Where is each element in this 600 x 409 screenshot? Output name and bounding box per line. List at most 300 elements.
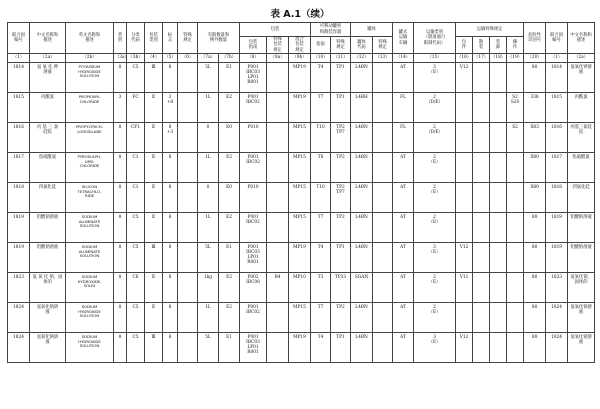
cell-class-code: C6 <box>127 273 145 303</box>
cell-un-no: 1817 <box>8 153 30 183</box>
cell-excepted-quantity: E2 <box>219 213 240 243</box>
cell-carriage-packages <box>456 123 473 153</box>
table-title: 表 A.1（续） <box>270 9 330 20</box>
header-carriage-provisions: 运输特殊规定 <box>456 23 524 37</box>
cell-mixed-packing: MP19 <box>289 243 311 273</box>
cell-carriage-bulk <box>473 213 490 243</box>
cell-tank-instruction: T8 <box>311 153 331 183</box>
cell-un-no-2: 1819 <box>546 243 568 273</box>
cell-en-name: SODIUM ALUMINATE SOLUTION <box>66 213 114 243</box>
cell-cn-name-2: 铝酸钠溶液 <box>568 213 595 243</box>
cell-cn-name: 四氯化硅 <box>30 183 66 213</box>
cell-carriage-packages: V11 <box>456 273 473 303</box>
cell-packing-instruction: P002 IBC08 <box>240 273 267 303</box>
cell-tank-special-2 <box>373 183 393 213</box>
cell-cn-name-2: 铝酸钠溶液 <box>568 243 595 273</box>
cell-un-no-2: 1817 <box>546 153 568 183</box>
cell-labels: 8 <box>163 153 178 183</box>
cell-en-name: PROPYLTRICH- LOROSILANE <box>66 123 114 153</box>
table-row <box>8 303 595 333</box>
cell-tank-instruction: T10 <box>311 123 331 153</box>
cell-limited-quantity: 1L <box>198 153 219 183</box>
cell-labels: 8 <box>163 213 178 243</box>
cell-carriage-loading <box>490 123 507 153</box>
cell-en-name: SODIUM HYDROXIDE SOLUTION <box>66 303 114 333</box>
cell-tank-code: L4BN <box>351 183 373 213</box>
header-portable-tanks: 可移动罐柜 和散装容器 <box>311 23 351 37</box>
cell-packing-instruction: P001 IBC02 <box>240 303 267 333</box>
cell-un-no: 1824 <box>8 333 30 363</box>
column-number: （7b） <box>219 54 240 63</box>
header-hazard-id: 危险性 识别号 <box>524 23 546 54</box>
cell-special-packing <box>267 93 289 123</box>
column-number: （13） <box>373 54 393 63</box>
cell-packing-group: Ⅲ <box>145 63 163 93</box>
cell-vehicle: FL <box>393 93 414 123</box>
cell-cn-name: 焦硫酰氯 <box>30 153 66 183</box>
cell-cn-name: 丙 基 三 氯 硅烷 <box>30 123 66 153</box>
cell-class: 8 <box>114 183 127 213</box>
cell-class: 8 <box>114 123 127 153</box>
header-carriage-operation: 操 作 <box>507 37 524 54</box>
cell-cn-name-2: 四氯化硅 <box>568 183 595 213</box>
header-tank-code: 罐体 代码 <box>351 37 373 54</box>
cell-tank-special-2 <box>373 123 393 153</box>
cell-special-packing <box>267 303 289 333</box>
table-row <box>8 213 595 243</box>
cell-carriage-loading <box>490 273 507 303</box>
cell-en-name: SODIUM ALUMINATE SOLUTION <box>66 243 114 273</box>
cell-carriage-loading <box>490 333 507 363</box>
header-vehicle: 罐式 运输 车辆 <box>393 23 414 54</box>
column-number: （2b） <box>66 54 114 63</box>
cell-packing-instruction: P001 IBC02 <box>240 93 267 123</box>
cell-cn-name: 氢氧化钠溶 液 <box>30 303 66 333</box>
cell-un-no-2: 1824 <box>546 333 568 363</box>
cell-carriage-packages: V12 <box>456 63 473 93</box>
cell-tank-special-2 <box>373 303 393 333</box>
cell-mixed-packing: MP19 <box>289 93 311 123</box>
cell-limited-quantity: 1kg <box>198 273 219 303</box>
column-number: （16） <box>456 54 473 63</box>
cell-carriage-packages <box>456 153 473 183</box>
cell-tank-special: TP33 <box>331 273 351 303</box>
column-number: （8） <box>240 54 267 63</box>
cell-class-code: C5 <box>127 63 145 93</box>
cell-class-code: C5 <box>127 243 145 273</box>
cell-vehicle: AT <box>393 63 414 93</box>
column-number: （18） <box>490 54 507 63</box>
cell-un-no-2: 1823 <box>546 273 568 303</box>
cell-carriage-packages <box>456 303 473 333</box>
cell-un-no-2: 1815 <box>546 93 568 123</box>
cell-vehicle: FL <box>393 123 414 153</box>
cell-tank-special: TP2 <box>331 303 351 333</box>
cell-carriage-loading <box>490 303 507 333</box>
cell-special-packing: B4 <box>267 273 289 303</box>
cell-packing-instruction: P010 <box>240 183 267 213</box>
cell-tank-special-2 <box>373 153 393 183</box>
column-number: （1） <box>8 54 30 63</box>
dangerous-goods-table <box>7 22 595 363</box>
cell-hazard-id: 80 <box>524 333 546 363</box>
header-road-tank: 罐体 <box>351 23 393 37</box>
cell-labels: 8 +3 <box>163 123 178 153</box>
cell-class: 8 <box>114 213 127 243</box>
cell-tank-code: L4BN <box>351 333 373 363</box>
cell-special-provisions <box>178 153 198 183</box>
cell-en-name: SILICON TETRACHLO- RIDE <box>66 183 114 213</box>
cell-tank-special: TP1 <box>331 243 351 273</box>
cell-class-code: C5 <box>127 333 145 363</box>
column-number: （15） <box>414 54 456 63</box>
column-number: （17） <box>473 54 490 63</box>
cell-tank-special-2 <box>373 213 393 243</box>
cell-transport-category: 3 （E） <box>414 63 456 93</box>
cell-tank-special: TP1 <box>331 93 351 123</box>
cell-cn-name: 铝酸钠溶液 <box>30 213 66 243</box>
cell-mixed-packing: MP15 <box>289 123 311 153</box>
column-number: （6） <box>178 54 198 63</box>
cell-packing-instruction: P001 IBC03 LP01 R001 <box>240 63 267 93</box>
cell-limited-quantity: 1L <box>198 303 219 333</box>
cell-vehicle: AT <box>393 333 414 363</box>
column-number: （20） <box>524 54 546 63</box>
cell-cn-name: 氢氧化钠溶 液 <box>30 333 66 363</box>
column-number: （2a） <box>30 54 66 63</box>
cell-class: 3 <box>114 93 127 123</box>
cell-special-provisions <box>178 63 198 93</box>
header-labels: 标 志 <box>163 23 178 54</box>
cell-carriage-bulk <box>473 243 490 273</box>
cell-transport-category: 2 （E） <box>414 303 456 333</box>
cell-un-no-2: 1818 <box>546 183 568 213</box>
cell-tank-code: SGAN <box>351 273 373 303</box>
cell-mixed-packing: MP15 <box>289 213 311 243</box>
header-cn-name: 中文名称和 描述 <box>30 23 66 54</box>
cell-hazard-id: 80 <box>524 213 546 243</box>
cell-special-provisions <box>178 303 198 333</box>
cell-cn-name-2: 丙基三氯硅烷 <box>568 123 595 153</box>
cell-carriage-bulk <box>473 93 490 123</box>
cell-transport-category: 3 （E） <box>414 243 456 273</box>
table-header <box>8 23 595 63</box>
cell-hazard-id: X80 <box>524 153 546 183</box>
cell-tank-special: TP2 TP7 <box>331 123 351 153</box>
column-number: （9a） <box>267 54 289 63</box>
cell-carriage-packages: V12 <box>456 243 473 273</box>
cell-class-code: C1 <box>127 183 145 213</box>
cell-labels: 8 <box>163 333 178 363</box>
cell-carriage-operation <box>507 213 524 243</box>
cell-special-packing <box>267 243 289 273</box>
cell-excepted-quantity: E1 <box>219 63 240 93</box>
cell-hazard-id: 80 <box>524 243 546 273</box>
cell-class-code: C1 <box>127 153 145 183</box>
cell-labels: 3 +8 <box>163 93 178 123</box>
cell-special-provisions <box>178 123 198 153</box>
cell-limited-quantity: 5L <box>198 63 219 93</box>
cell-cn-name: 铝酸钠溶液 <box>30 243 66 273</box>
cell-en-name: PROPIONYL CHLORIDE <box>66 93 114 123</box>
header-en-name: 英文名称和 描述 <box>66 23 114 54</box>
header-transport-category: 运输类别 （隧道通行 限制代码） <box>414 23 456 54</box>
cell-carriage-packages <box>456 183 473 213</box>
column-number: （12） <box>351 54 373 63</box>
cell-cn-name: 丙酰氯 <box>30 93 66 123</box>
cell-packing-group: Ⅱ <box>145 273 163 303</box>
table-row <box>8 333 595 363</box>
cell-packing-group: Ⅱ <box>145 183 163 213</box>
cell-packing-group: Ⅱ <box>145 153 163 183</box>
cell-tank-special-2 <box>373 63 393 93</box>
table-row <box>8 153 595 183</box>
header-tank-special: 特殊 规定 <box>331 37 351 54</box>
cell-vehicle: AT <box>393 213 414 243</box>
cell-limited-quantity: 0 <box>198 183 219 213</box>
cell-transport-category: 2 （E） <box>414 183 456 213</box>
cell-excepted-quantity: E1 <box>219 243 240 273</box>
column-number: （4） <box>145 54 163 63</box>
cell-labels: 8 <box>163 243 178 273</box>
cell-class-code: C5 <box>127 213 145 243</box>
cell-excepted-quantity: E0 <box>219 123 240 153</box>
cell-carriage-operation <box>507 303 524 333</box>
cell-en-name: PYROSULPH- URYL CHLORIDE <box>66 153 114 183</box>
table-row <box>8 273 595 303</box>
cell-tank-special: TP1 <box>331 63 351 93</box>
cell-hazard-id: 80 <box>524 63 546 93</box>
cell-cn-name-2: 氢氧化钠溶液 <box>568 303 595 333</box>
cell-vehicle: AT <box>393 273 414 303</box>
cell-mixed-packing: MP19 <box>289 63 311 93</box>
cell-un-no: 1824 <box>8 303 30 333</box>
cell-carriage-bulk <box>473 63 490 93</box>
cell-un-no-2: 1816 <box>546 123 568 153</box>
cell-carriage-bulk <box>473 303 490 333</box>
cell-class-code: FC <box>127 93 145 123</box>
cell-tank-code: L4BN <box>351 123 373 153</box>
cell-carriage-loading <box>490 243 507 273</box>
cell-cn-name-2: 焦硫酰氯 <box>568 153 595 183</box>
cell-carriage-operation: S2 <box>507 123 524 153</box>
header-tank-instr: 指南 <box>311 37 331 54</box>
cell-un-no: 1818 <box>8 183 30 213</box>
cell-tank-special: TP1 <box>331 333 351 363</box>
cell-mixed-packing: MP15 <box>289 153 311 183</box>
header-pkg-special: 特殊 包装 规定 <box>267 37 289 54</box>
header-packing-group: 包装 类别 <box>145 23 163 54</box>
cell-excepted-quantity: E2 <box>219 93 240 123</box>
cell-packing-group: Ⅱ <box>145 213 163 243</box>
cell-hazard-id: 80 <box>524 303 546 333</box>
cell-limited-quantity: 0 <box>198 123 219 153</box>
cell-carriage-bulk <box>473 273 490 303</box>
header-un-no-2: 联合国 编号 <box>546 23 568 54</box>
column-number: （3b） <box>127 54 145 63</box>
cell-tank-instruction: T7 <box>311 93 331 123</box>
cell-tank-code: L4BN <box>351 243 373 273</box>
column-number: （10） <box>311 54 331 63</box>
table-row <box>8 123 595 153</box>
cell-un-no: 1814 <box>8 63 30 93</box>
cell-class-code: C5 <box>127 303 145 333</box>
header-carriage-loading: 装 卸 <box>490 37 507 54</box>
header-cn-name-2: 中文名称和 描述 <box>568 23 595 54</box>
cell-class: 8 <box>114 333 127 363</box>
cell-mixed-packing: MP10 <box>289 273 311 303</box>
cell-special-provisions <box>178 273 198 303</box>
cell-carriage-operation <box>507 273 524 303</box>
cell-carriage-bulk <box>473 153 490 183</box>
cell-mixed-packing: MP15 <box>289 303 311 333</box>
column-number-row <box>8 54 595 63</box>
cell-mixed-packing: MP15 <box>289 183 311 213</box>
cell-packing-group: Ⅱ <box>145 93 163 123</box>
cell-labels: 8 <box>163 303 178 333</box>
cell-tank-instruction: T4 <box>311 243 331 273</box>
cell-carriage-bulk <box>473 183 490 213</box>
cell-carriage-loading <box>490 183 507 213</box>
cell-vehicle: AT <box>393 153 414 183</box>
cell-un-no-2: 1824 <box>546 303 568 333</box>
cell-hazard-id: X83 <box>524 123 546 153</box>
cell-cn-name: 氢 氧 化 钠，固 体的 <box>30 273 66 303</box>
cell-carriage-operation <box>507 333 524 363</box>
cell-en-name: SODIUM HYDROXIDE SOLUTION <box>66 333 114 363</box>
cell-tank-instruction: T7 <box>311 303 331 333</box>
cell-labels: 8 <box>163 273 178 303</box>
cell-en-name: POTASSIUM HYDROXIDE SOLUTION <box>66 63 114 93</box>
cell-transport-category: 3 （E） <box>414 333 456 363</box>
cell-transport-category: 2 （D/E） <box>414 93 456 123</box>
header-special-provisions: 特殊 规定 <box>178 23 198 54</box>
cell-transport-category: 2 （E） <box>414 213 456 243</box>
cell-carriage-loading <box>490 93 507 123</box>
column-number: （3a） <box>114 54 127 63</box>
cell-mixed-packing: MP19 <box>289 333 311 363</box>
header-tank-special-2: 特殊 规定 <box>373 37 393 54</box>
cell-excepted-quantity: E2 <box>219 153 240 183</box>
table-body <box>8 63 595 363</box>
cell-vehicle: AT <box>393 303 414 333</box>
cell-en-name: SODIUM HYDROXIDE, SOLID <box>66 273 114 303</box>
cell-un-no: 1815 <box>8 93 30 123</box>
cell-carriage-operation: S2 S20 <box>507 93 524 123</box>
header-carriage-packages: 包 件 <box>456 37 473 54</box>
cell-special-packing <box>267 183 289 213</box>
cell-carriage-loading <box>490 213 507 243</box>
cell-excepted-quantity: E1 <box>219 333 240 363</box>
header-limited-quantity: 有限数量和 例外数量 <box>198 23 240 54</box>
cell-vehicle: AT <box>393 243 414 273</box>
cell-cn-name: 氢 氧 化 钾 溶液 <box>30 63 66 93</box>
column-number: （19） <box>507 54 524 63</box>
cell-special-packing <box>267 123 289 153</box>
cell-hazard-id: X80 <box>524 183 546 213</box>
cell-vehicle: AT <box>393 183 414 213</box>
cell-cn-name-2: 氢氧化钠，固体的 <box>568 273 595 303</box>
header-packaging: 包装 <box>240 23 311 37</box>
cell-un-no: 1816 <box>8 123 30 153</box>
header-mixed: 混合 包装 规定 <box>289 37 311 54</box>
cell-tank-special-2 <box>373 273 393 303</box>
cell-carriage-operation <box>507 183 524 213</box>
cell-un-no: 1819 <box>8 213 30 243</box>
cell-special-provisions <box>178 333 198 363</box>
cell-carriage-operation <box>507 63 524 93</box>
cell-tank-code: L4BH <box>351 93 373 123</box>
cell-un-no-2: 1814 <box>546 63 568 93</box>
table-row <box>8 93 595 123</box>
header-pkg-instr: 包装 指南 <box>240 37 267 54</box>
cell-packing-group: Ⅱ <box>145 303 163 333</box>
column-number: （9b） <box>289 54 311 63</box>
cell-tank-instruction: T10 <box>311 183 331 213</box>
cell-packing-instruction: P010 <box>240 123 267 153</box>
table-row <box>8 243 595 273</box>
cell-special-provisions <box>178 93 198 123</box>
cell-tank-special: TP2 TP7 <box>331 183 351 213</box>
cell-transport-category: 2 （D/E） <box>414 123 456 153</box>
cell-class-code: CF1 <box>127 123 145 153</box>
cell-tank-code: L4BN <box>351 153 373 183</box>
cell-tank-code: L4BN <box>351 63 373 93</box>
cell-packing-instruction: P001 IBC02 <box>240 213 267 243</box>
cell-tank-special-2 <box>373 243 393 273</box>
cell-hazard-id: 80 <box>524 273 546 303</box>
cell-labels: 8 <box>163 183 178 213</box>
cell-class: 8 <box>114 303 127 333</box>
cell-packing-instruction: P001 IBC03 LP01 R001 <box>240 333 267 363</box>
cell-special-provisions <box>178 183 198 213</box>
cell-excepted-quantity: E0 <box>219 183 240 213</box>
cell-packing-group: Ⅲ <box>145 333 163 363</box>
cell-packing-instruction: P001 IBC02 <box>240 153 267 183</box>
table-row <box>8 183 595 213</box>
cell-cn-name-2: 丙酰氯 <box>568 93 595 123</box>
cell-special-packing <box>267 63 289 93</box>
cell-carriage-operation <box>507 243 524 273</box>
cell-limited-quantity: 5L <box>198 333 219 363</box>
column-number: （7a） <box>198 54 219 63</box>
cell-transport-category: 2 （E） <box>414 153 456 183</box>
header-class: 类 别 <box>114 23 127 54</box>
cell-special-packing <box>267 213 289 243</box>
cell-cn-name-2: 氢氧化钠溶液 <box>568 333 595 363</box>
cell-carriage-packages: V12 <box>456 333 473 363</box>
cell-class: 8 <box>114 273 127 303</box>
cell-carriage-loading <box>490 153 507 183</box>
cell-carriage-loading <box>490 63 507 93</box>
cell-carriage-bulk <box>473 333 490 363</box>
cell-tank-special: TP2 <box>331 213 351 243</box>
cell-tank-instruction: T3 <box>311 273 331 303</box>
cell-special-packing <box>267 333 289 363</box>
cell-class: 8 <box>114 243 127 273</box>
cell-excepted-quantity: E2 <box>219 303 240 333</box>
column-number: （11） <box>331 54 351 63</box>
cell-limited-quantity: 1L <box>198 213 219 243</box>
cell-class: 8 <box>114 153 127 183</box>
cell-un-no: 1823 <box>8 273 30 303</box>
cell-cn-name-2: 氢氧化钾溶液 <box>568 63 595 93</box>
cell-limited-quantity: 1L <box>198 93 219 123</box>
column-number: （1） <box>546 54 568 63</box>
cell-tank-special: TP2 <box>331 153 351 183</box>
cell-carriage-operation <box>507 153 524 183</box>
cell-tank-instruction: T4 <box>311 333 331 363</box>
